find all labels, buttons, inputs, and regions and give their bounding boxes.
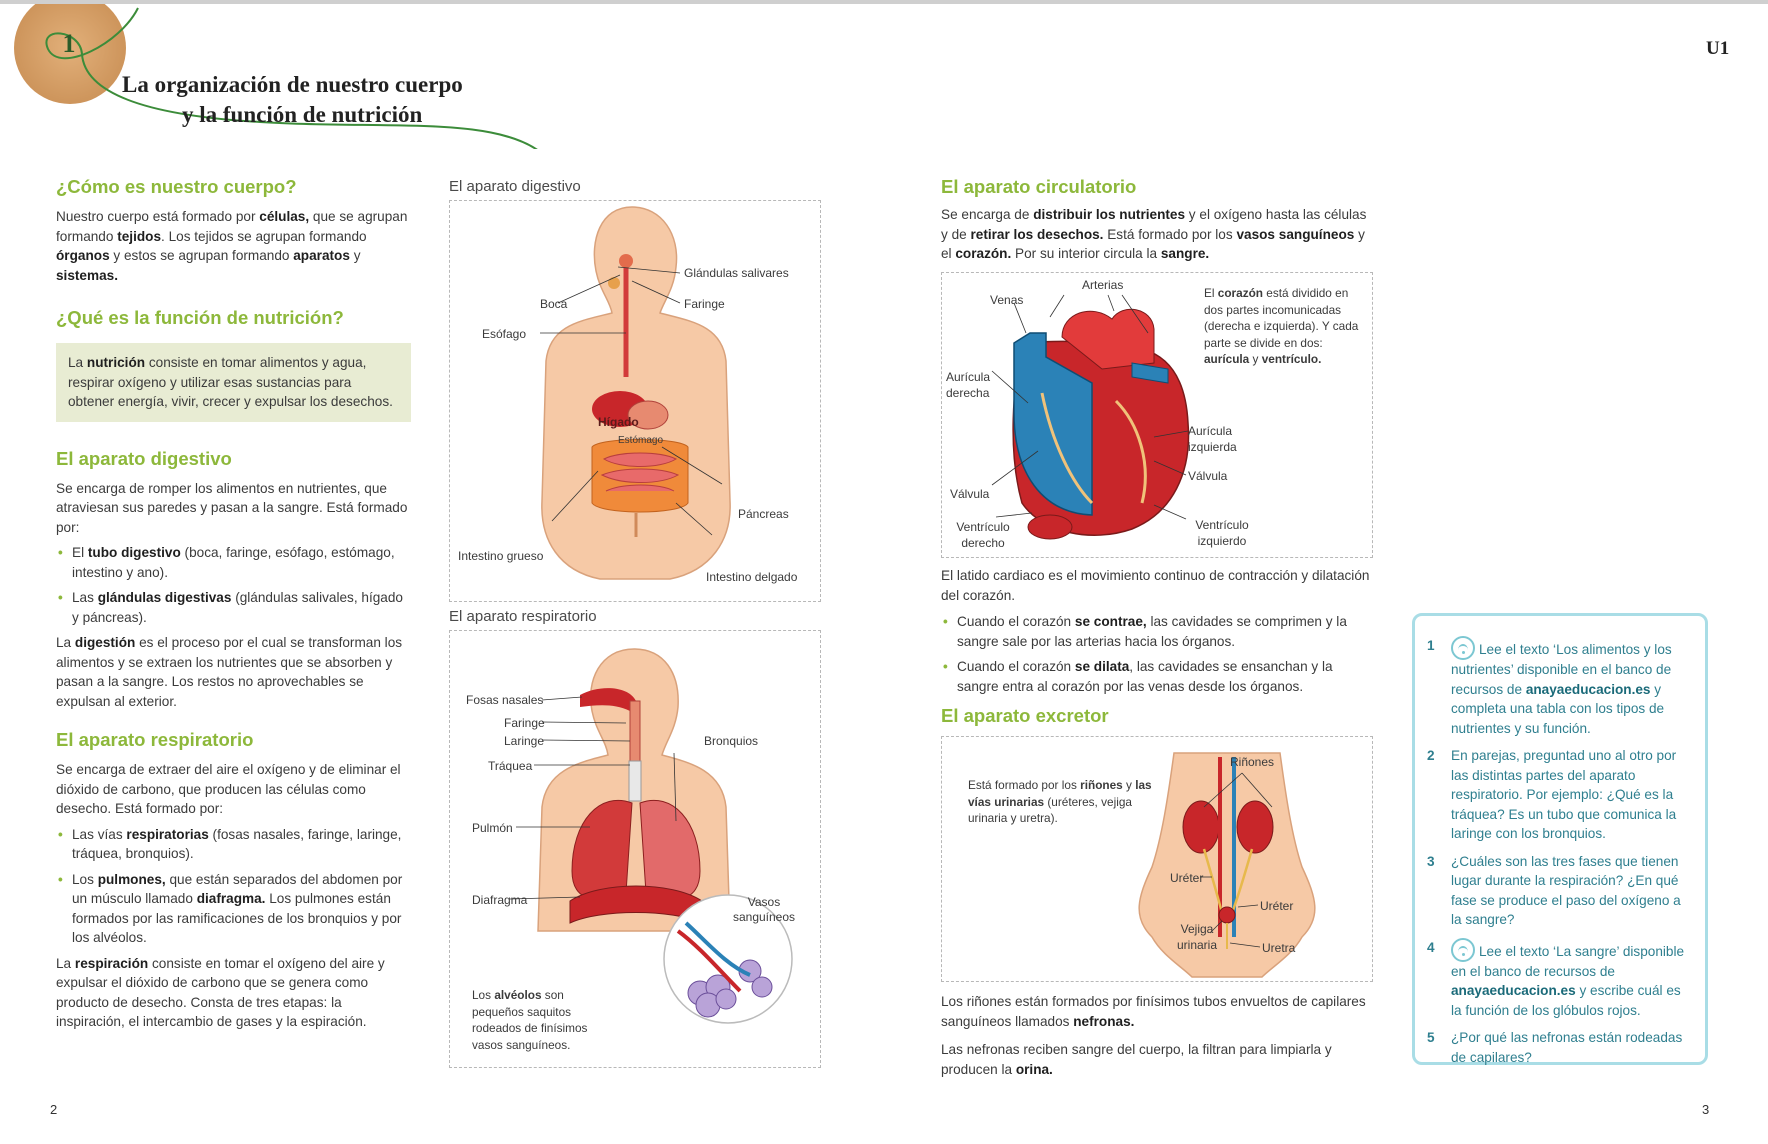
label-ventriculo-derecho: Ventrículo derecho (956, 520, 1010, 550)
activity-2: 2 En parejas, preguntad uno al otro por las distintas partes del aparato respiratorio. Por ejemplo: ¿Qué es la tráquea? Es un tubo que comunica la laringe con los bronquios. (1427, 748, 1677, 841)
activity-3: 3 ¿Cuáles son las tres fases que tienen lugar durante la respiración? ¿En qué fase se produce el paso del oxígeno a la sangre? (1427, 853, 1681, 927)
label-laringe: Laringe (504, 734, 545, 748)
activities-box (1412, 613, 1708, 1065)
label-estomago: Estómago (618, 435, 664, 446)
label-ventriculo-izquierdo: Ventrículo izquierdo (1195, 518, 1249, 548)
unit-number: 1 (62, 29, 76, 58)
label-arterias: Arterias (1082, 278, 1124, 292)
label-uretra: Uretra (1262, 941, 1296, 955)
label-pancreas: Páncreas (738, 507, 789, 521)
paragraph-circulatorio: Se encarga de distribuir los nutrientes y el oxígeno hasta las células y de retirar los desechos. Está formado por los vasos sanguíneos y el corazón. Por su interior circula la sangre. (941, 207, 1367, 261)
label-faringe-resp: Faringe (504, 716, 545, 730)
digestive-illustration (450, 201, 822, 603)
label-rinones: Riñones (1230, 755, 1275, 769)
section-title-digestivo: El aparato digestivo (56, 447, 232, 469)
figure-corazon (941, 272, 1373, 558)
wifi-icon[interactable] (1451, 938, 1475, 962)
paragraph-cuerpo: Nuestro cuerpo está formado por células, que se agrupan formando tejidos. Los tejidos se agrupan formando órganos y estos se agrupan formando aparatos y sistemas. (56, 209, 408, 283)
figure-digestivo (449, 200, 821, 602)
page-number-right: 3 (1702, 1102, 1710, 1117)
page-title (122, 70, 463, 130)
label-intestino-grueso: Intestino grueso (458, 549, 544, 563)
label-venas: Venas (990, 293, 1024, 307)
alveolos-caption: Los alvéolos son pequeños saquitos rodeados de finísimos vasos sanguíneos. (472, 988, 588, 1052)
activity-4: 4 Lee el texto ‘La sangre’ disponible en el banco de recursos de anayaeducacion.es y escribe cuál es la función de los glóbulos rojos. (1427, 939, 1685, 1018)
excretor-section (941, 992, 1375, 1079)
paragraph-nefronas: Los riñones están formados por finísimos tubos envueltos de capilares sanguíneos llamados nefronas. (941, 994, 1366, 1029)
figure-excretor (941, 736, 1373, 982)
activity-1: 1 Lee el texto ‘Los alimentos y los nutrientes’ disponible en el banco de recursos de anayaeducacion.es y completa una tabla con los tipos de nutrientes y su función. (1427, 638, 1672, 736)
unit-code: U1 (1706, 38, 1730, 59)
label-bronquios: Bronquios (704, 734, 759, 748)
label-fosas-nasales: Fosas nasales (466, 693, 544, 707)
label-diafragma: Diafragma (472, 893, 528, 907)
list-item: • Las vías respiratorias (fosas nasales, faringe, laringe, tráquea, bronquios). (56, 825, 411, 864)
paragraph-respiracion: La respiración consiste en tomar el oxígeno del aire y expulsar el dióxido de carbono que se genera como producto de desecho. Consta de tres etapas: la inspiración, el intercambio de gases y la espiración. (56, 955, 385, 1029)
section-title-circulatorio: El aparato circulatorio (941, 176, 1137, 197)
page-title-line2: y la función de nutrición (182, 102, 423, 127)
page-title-line1: La organización de nuestro cuerpo (122, 72, 463, 97)
label-glandulas-salivares: Glándulas salivares (684, 266, 789, 280)
label-ureter-left: Uréter (1170, 871, 1204, 885)
section-title-respiratorio: El aparato respiratorio (56, 729, 254, 750)
paragraph-digestivo: Se encarga de romper los alimentos en nutrientes, que atraviesan sus paredes y pasan a la sangre. Está formado por: (56, 480, 408, 535)
label-intestino-delgado: Intestino delgado (706, 570, 798, 584)
paragraph-orina: Las nefronas reciben sangre del cuerpo, la filtran para limpiarla y producen la orina. (941, 1042, 1332, 1077)
figure-respiratorio (449, 630, 821, 1068)
paragraph-respiratorio: Se encarga de extraer del aire el oxígeno y de eliminar el dióxido de carbono, que producen las células como desecho. Está formado por: (56, 762, 401, 816)
label-pulmon: Pulmón (472, 821, 513, 835)
paragraph-latido: El latido cardiaco es el movimiento continuo de contracción y dilatación del corazón. (941, 568, 1370, 603)
activity-5: 5 ¿Por qué las nefronas están rodeadas de capilares? (1427, 1030, 1683, 1065)
latido-section (941, 566, 1375, 727)
circulatorio-section (941, 176, 1375, 264)
excretor-illustration (942, 737, 1374, 983)
label-esofago: Esófago (482, 327, 527, 341)
paragraph-digestion: La digestión es el proceso por el cual se transforman los alimentos y se extraen los nutrientes que se absorben y pasan a la sangre. Los restos no aprovechables se expulsan al exterior. (56, 635, 403, 709)
label-traquea: Tráquea (488, 759, 533, 773)
corazon-note: El corazón está dividido en dos partes incomunicadas (derecha e izquierda). Y cada parte se divide en dos: aurícula y ventrículo. (1204, 286, 1359, 366)
list-item: • Cuando el corazón se contrae, las cavidades se comprimen y la sangre sale por las arterias hacia los órganos. (941, 612, 1375, 651)
label-boca: Boca (540, 297, 568, 311)
label-vejiga-urinaria: Vejiga urinaria (1176, 922, 1218, 952)
list-respiratorio (56, 825, 411, 948)
list-latido (941, 612, 1375, 696)
label-auricula-izquierda: Aurícula izquierda (1188, 424, 1237, 454)
label-faringe: Faringe (684, 297, 725, 311)
left-column (56, 176, 411, 1032)
excretor-intro: Está formado por los riñones y las vías urinarias (uréteres, vejiga urinaria y uretra). (968, 778, 1152, 825)
figure-title-respiratorio: El aparato respiratorio (449, 608, 597, 625)
book-spread (0, 4, 1768, 1144)
list-item: • Las glándulas digestivas (glándulas salivales, hígado y páncreas). (56, 588, 411, 627)
definition-box: La nutrición consiste en tomar alimentos y agua, respirar oxígeno y utilizar esas sustancias para obtener energía, vivir, crecer y expulsar los desechos. (56, 343, 411, 422)
label-ureter-right: Uréter (1260, 899, 1294, 913)
list-item: • Los pulmones, que están separados del abdomen por un músculo llamado diafragma. Los pulmones están formados por las ramificaciones de los bronquios y por los alvéolos. (56, 870, 411, 948)
section-title-nutricion: ¿Qué es la función de nutrición? (56, 307, 344, 328)
figure-title-digestivo: El aparato digestivo (449, 178, 581, 195)
label-valvula-izquierda: Válvula (1188, 469, 1228, 483)
list-item: • El tubo digestivo (boca, faringe, esófago, estómago, intestino y ano). (56, 543, 411, 582)
label-auricula-derecha: Aurícula derecha (946, 370, 991, 400)
label-vasos-sanguineos: Vasos sanguíneos (732, 895, 796, 924)
list-digestivo (56, 543, 411, 627)
section-title-excretor: El aparato excretor (941, 705, 1109, 726)
page-number-left: 2 (50, 1102, 58, 1117)
wifi-icon[interactable] (1451, 636, 1475, 660)
section-title-cuerpo: ¿Cómo es nuestro cuerpo? (56, 176, 297, 197)
label-higado: Hígado (598, 415, 639, 429)
list-item: • Cuando el corazón se dilata, las cavidades se ensanchan y la sangre entra al corazón por las venas desde los órganos. (941, 657, 1375, 696)
label-valvula-derecha: Válvula (950, 487, 990, 501)
